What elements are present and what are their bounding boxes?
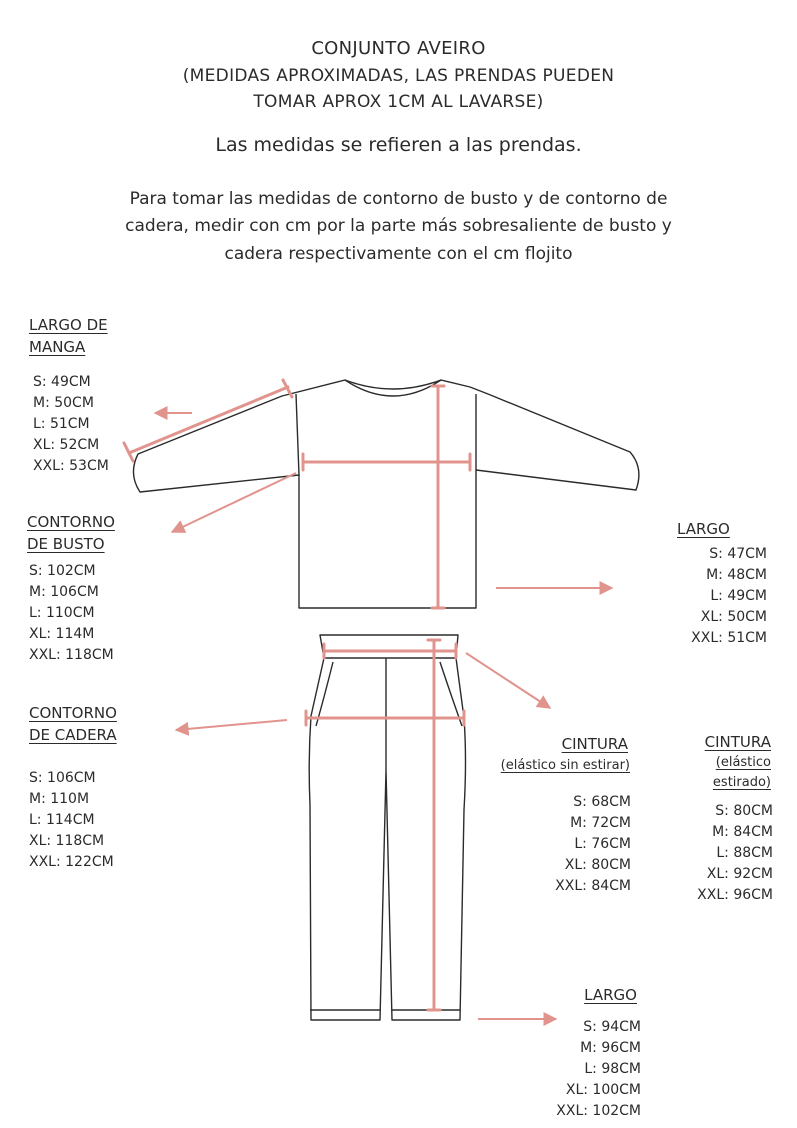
pants-length-value: M: 96CM xyxy=(580,1040,641,1056)
shirt-outline xyxy=(133,380,638,608)
pants-length-value: XXL: 102CM xyxy=(556,1103,641,1119)
waist-stretched-value: M: 84CM xyxy=(712,824,773,840)
pants-length-value: L: 98CM xyxy=(584,1061,641,1077)
waist-stretched-value: XL: 92CM xyxy=(706,866,773,882)
hip-label-2: DE CADERA xyxy=(29,726,117,744)
top-length-value: S: 47CM xyxy=(709,546,767,562)
waist-relaxed-label: CINTURA xyxy=(561,735,628,753)
waist-arrow xyxy=(466,653,550,708)
waist-stretched-label: CINTURA xyxy=(704,733,771,751)
top-length-values xyxy=(691,544,767,649)
hip-value: XXL: 122CM xyxy=(29,854,114,870)
hip-arrow xyxy=(176,720,287,730)
waist-stretched-value: S: 80CM xyxy=(715,803,773,819)
bust-value: L: 110CM xyxy=(29,605,95,621)
hip-label-1: CONTORNO xyxy=(29,704,117,722)
sleeve-label-2: MANGA xyxy=(29,338,86,356)
pants-length-values xyxy=(556,1017,641,1122)
sleeve-label-1: LARGO DE xyxy=(29,316,108,334)
hip-value: L: 114CM xyxy=(29,812,95,828)
subtitle: Las medidas se refieren a las prendas. xyxy=(215,134,582,156)
top-length-value: L: 49CM xyxy=(710,588,767,604)
top-length-value: XXL: 51CM xyxy=(691,630,767,646)
bust-label-2: DE BUSTO xyxy=(27,535,105,553)
note-line-2: TOMAR APROX 1CM AL LAVARSE) xyxy=(253,92,544,112)
bust-value: M: 106CM xyxy=(29,584,99,600)
sleeve-section xyxy=(29,314,108,358)
waist-relaxed-value: L: 76CM xyxy=(574,836,631,852)
waist-relaxed-value: XXL: 84CM xyxy=(555,878,631,894)
top-length-label: LARGO xyxy=(677,520,730,538)
sleeve-value: XXL: 53CM xyxy=(33,458,109,474)
pants-length-value: XL: 100CM xyxy=(565,1082,641,1098)
pants-length-label: LARGO xyxy=(584,986,637,1004)
sleeve-value: S: 49CM xyxy=(33,374,91,390)
note-line-1: (MEDIDAS APROXIMADAS, LAS PRENDAS PUEDEN xyxy=(182,66,615,86)
instruction-line-2: cadera, medir con cm por la parte más sobresaliente de busto y xyxy=(125,216,672,236)
bust-value: S: 102CM xyxy=(29,563,96,579)
waist-stretched-sublabel-2: estirado) xyxy=(712,775,771,790)
instruction-line-1: Para tomar las medidas de contorno de busto y de contorno de xyxy=(129,189,668,209)
sleeve-values xyxy=(33,372,109,477)
hip-value: XL: 118CM xyxy=(29,833,105,849)
top-length-value: M: 48CM xyxy=(706,567,767,583)
waist-relaxed-sublabel: (elástico sin estirar) xyxy=(500,758,630,773)
waist-stretched-value: XXL: 96CM xyxy=(697,887,773,903)
bust-values xyxy=(29,561,114,666)
bust-value: XL: 114M xyxy=(29,626,95,642)
instruction-line-3: cadera respectivamente con el cm flojito xyxy=(224,244,573,264)
waist-relaxed-value: S: 68CM xyxy=(573,794,631,810)
waist-relaxed-value: XL: 80CM xyxy=(564,857,631,873)
hip-values xyxy=(29,768,114,873)
bust-value: XXL: 118CM xyxy=(29,647,114,663)
measurement-lines xyxy=(124,380,470,1010)
pants-length-value: S: 94CM xyxy=(583,1019,641,1035)
waist-relaxed-values xyxy=(555,792,631,897)
hip-value: S: 106CM xyxy=(29,770,96,786)
hip-value: M: 110M xyxy=(29,791,90,807)
sleeve-value: M: 50CM xyxy=(33,395,94,411)
page-title: CONJUNTO AVEIRO xyxy=(311,38,486,59)
waist-stretched-sublabel-1: (elástico xyxy=(715,755,771,770)
pants-outline xyxy=(309,635,465,1020)
sleeve-value: XL: 52CM xyxy=(33,437,100,453)
waist-stretched-value: L: 88CM xyxy=(716,845,773,861)
hip-section xyxy=(29,702,117,746)
sleeve-value: L: 51CM xyxy=(33,416,90,432)
arrows xyxy=(155,413,612,1019)
waist-stretched-values xyxy=(697,801,773,906)
top-length-value: XL: 50CM xyxy=(700,609,767,625)
bust-section xyxy=(27,511,115,555)
bust-label-1: CONTORNO xyxy=(27,513,115,531)
waist-relaxed-value: M: 72CM xyxy=(570,815,631,831)
